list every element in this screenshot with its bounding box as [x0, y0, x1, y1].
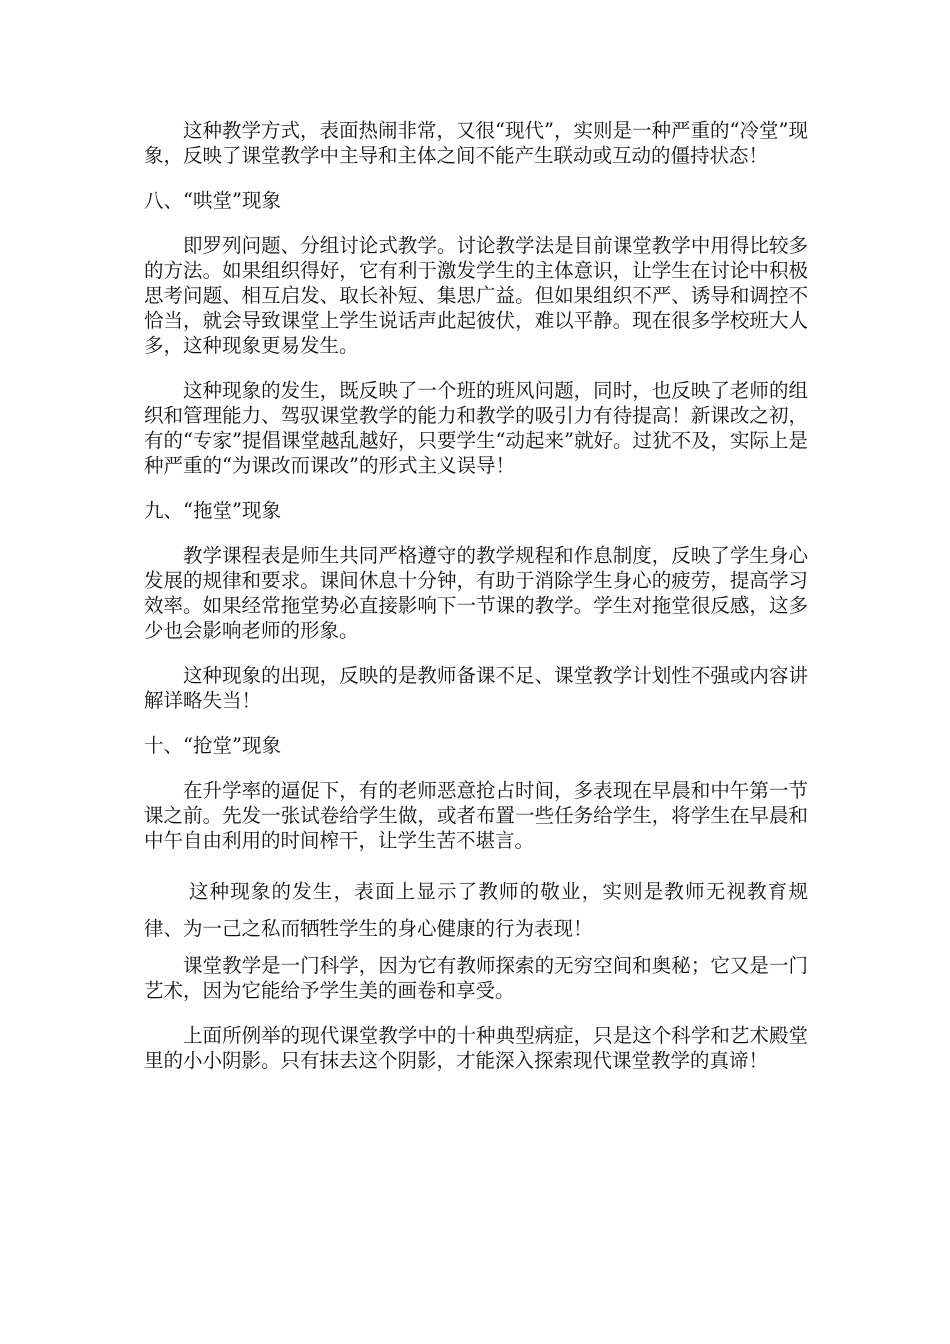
- paragraph-seized-time-description: 在升学率的逼促下，有的老师恶意抢占时间，多表现在早晨和中午第一节课之前。先发一张试卷给学生做，或者布置一些任务给学生，将学生在早晨和中午自由利用的时间榨干，让学生苦不堪言。: [144, 779, 808, 852]
- paragraph-overtime-description: 教学课程表是师生共同严格遵守的教学规程和作息制度，反映了学生身心发展的规律和要求。课间休息十分钟，有助于消除学生身心的疲劳，提高学习效率。如果经常拖堂势必直接影响下一节课的教学。学生对拖堂很反感，这多少也会影响老师的形象。: [144, 544, 808, 642]
- document-body: [144, 118, 808, 1093]
- paragraph-cold-classroom-conclusion: 这种教学方式，表面热闹非常，又很“现代”，实则是一种严重的“冷堂”现象，反映了课堂教学中主导和主体之间不能产生联动或互动的僵持状态！: [144, 119, 808, 167]
- paragraph-seized-time-analysis: 这种现象的发生，表面上显示了教师的敬业，实则是教师无视教育规律、为一己之私而牺牲学生的身心健康的行为表现！: [144, 880, 808, 940]
- paragraph-overtime-analysis: 这种现象的出现，反映的是教师备课不足、课堂教学计划性不强或内容讲解详略失当！: [144, 664, 808, 712]
- paragraph-noisy-classroom-description: 即罗列问题、分组讨论式教学。讨论教学法是目前课堂教学中用得比较多的方法。如果组织得好，它有利于激发学生的主体意识，让学生在讨论中积极思考问题、相互启发、取长补短、集思广益。但如果组织不严、诱导和调控不恰当，就会导致课堂上学生说话声此起彼伏，难以平静。现在很多学校班大人多，这种现象更易发生。: [144, 234, 808, 357]
- section-heading-8: 八、“哄堂”现象: [144, 189, 281, 212]
- section-heading-10: 十、“抢堂”现象: [144, 734, 281, 757]
- paragraph-noisy-classroom-analysis: 这种现象的发生，既反映了一个班的班风问题，同时，也反映了老师的组织和管理能力、驾驭课堂教学的能力和教学的吸引力有待提高！新课改之初，有的“专家”提倡课堂越乱越好，只要学生“动起来”就好。过犹不及，实际上是种严重的“为课改而课改”的形式主义误导！: [144, 379, 808, 477]
- section-heading-9: 九、“拖堂”现象: [144, 499, 281, 522]
- paragraph-final-conclusion: 上面所例举的现代课堂教学中的十种典型病症，只是这个科学和艺术殿堂里的小小阴影。只有抹去这个阴影，才能深入探索现代课堂教学的真谛！: [144, 1024, 808, 1072]
- paragraph-teaching-science-art: 课堂教学是一门科学，因为它有教师探索的无穷空间和奥秘；它又是一门艺术，因为它能给予学生美的画卷和享受。: [144, 954, 808, 1002]
